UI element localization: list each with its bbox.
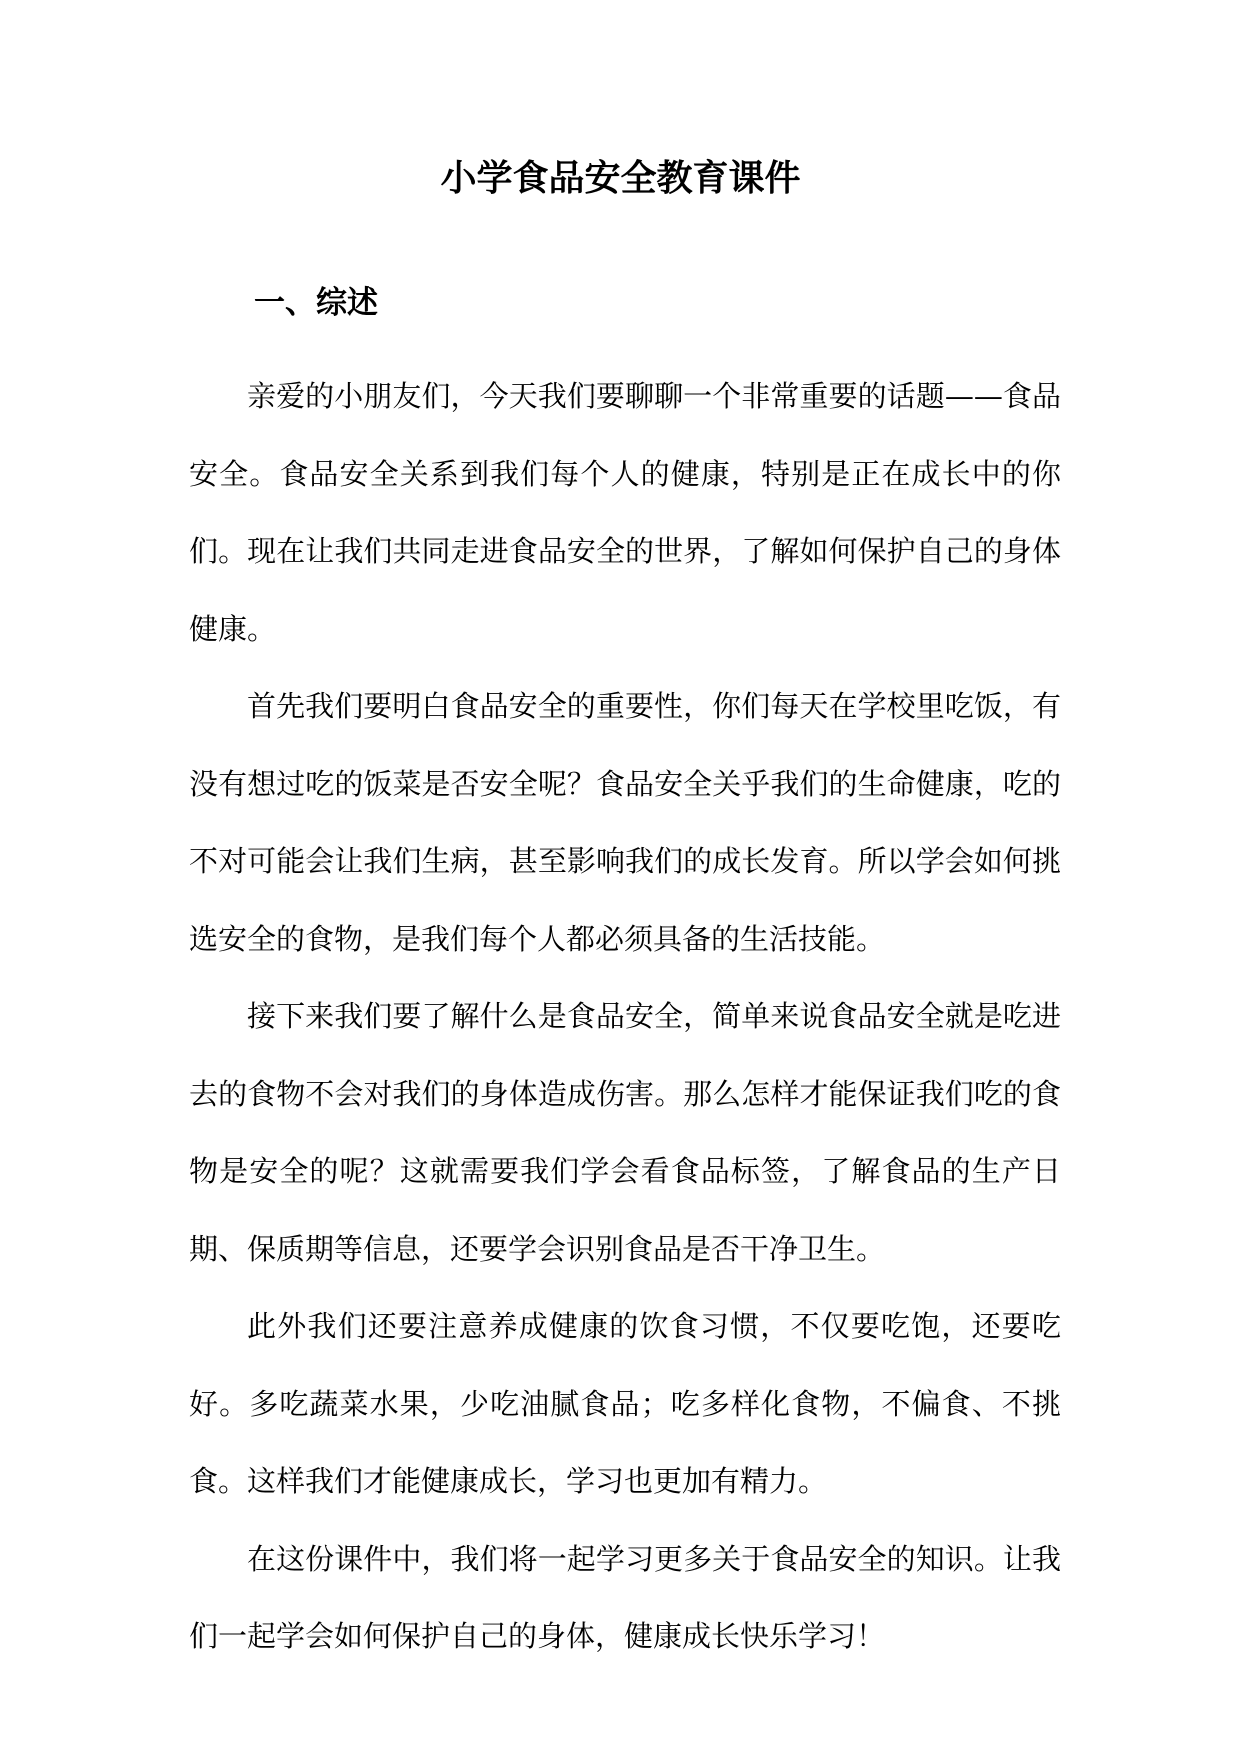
section-heading-overview: 一、综述: [254, 285, 378, 321]
paragraph: 接下来我们要了解什么是食品安全，简单来说食品安全就是吃进去的食物不会对我们的身体造成伤害。那么怎样才能保证我们吃的食物是安全的呢？这就需要我们学会看食品标签，了解食品的生产日期、保质期等信息，还要学会识别食品是否干净卫生。: [189, 999, 1061, 1266]
paragraph: 亲爱的小朋友们，今天我们要聊聊一个非常重要的话题——食品安全。食品安全关系到我们每个人的健康，特别是正在成长中的你们。现在让我们共同走进食品安全的世界，了解如何保护自己的身体健康。: [189, 379, 1061, 646]
paragraph: 在这份课件中，我们将一起学习更多关于食品安全的知识。让我们一起学会如何保护自己的身体，健康成长快乐学习！: [189, 1541, 1061, 1653]
paragraph: 此外我们还要注意养成健康的饮食习惯，不仅要吃饱，还要吃好。多吃蔬菜水果，少吃油腻食品；吃多样化食物，不偏食、不挑食。这样我们才能健康成长，学习也更加有精力。: [189, 1309, 1061, 1498]
section-body: [189, 358, 1061, 1676]
document-title: 小学食品安全教育课件: [440, 157, 801, 199]
paragraph: 首先我们要明白食品安全的重要性，你们每天在学校里吃饭，有没有想过吃的饭菜是否安全呢？食品安全关乎我们的生命健康，吃的不对可能会让我们生病，甚至影响我们的成长发育。所以学会如何挑选安全的食物，是我们每个人都必须具备的生活技能。: [189, 689, 1061, 956]
